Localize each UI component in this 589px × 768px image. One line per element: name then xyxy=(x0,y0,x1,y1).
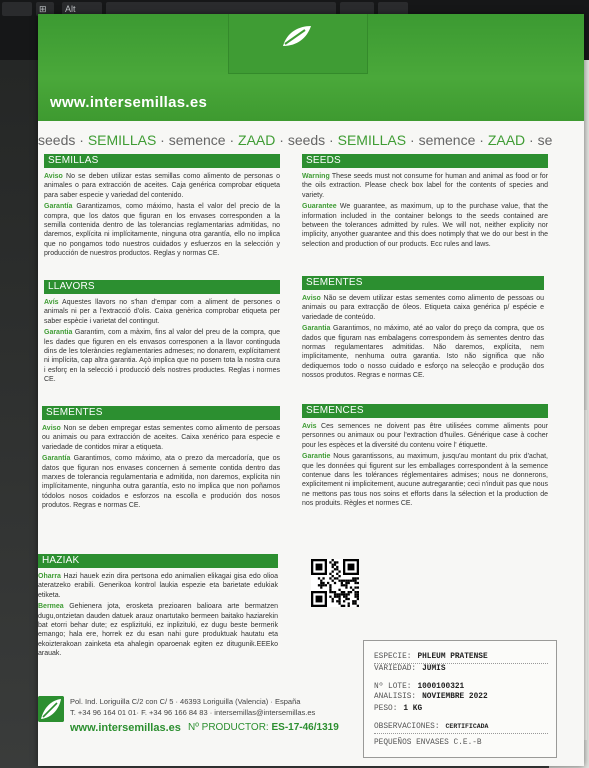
tagline-word: seeds xyxy=(287,132,326,148)
website-url: www.intersemillas.es xyxy=(50,94,208,111)
section-title: SEMENTES xyxy=(42,406,280,420)
keyword: Oharra xyxy=(38,573,61,580)
label-key: VARIEDAD: xyxy=(374,665,417,673)
section-llavors xyxy=(44,280,280,385)
tagline-word: semence xyxy=(418,132,476,148)
section-title: HAZIAK xyxy=(38,554,278,568)
label-row xyxy=(374,739,482,747)
producer-value: ES-17-46/1319 xyxy=(271,722,339,733)
section-sementes-pt xyxy=(302,276,544,381)
label-row xyxy=(374,653,488,661)
footer-url: www.intersemillas.es xyxy=(70,722,181,734)
paragraph: Non se deben empregar estas sementes como alimento de persoas ou animais ou para extracción de aceites. Caixa xenérico para especie e variedade de contidos mirar a etiqueta. xyxy=(42,425,280,451)
label-value: CERTIFICADA xyxy=(445,723,489,730)
divider xyxy=(374,663,548,664)
tagline-word: ZAAD xyxy=(238,132,276,148)
keyword: Aviso xyxy=(302,295,321,302)
keyword: Avís xyxy=(44,299,59,306)
label-row xyxy=(374,723,488,731)
paragraph: These seeds must not consume for human and animal as food or for the oils extraction. Please check box label for the contents of species and variety. xyxy=(302,173,548,199)
keyword: Bermea xyxy=(38,603,64,611)
keyword: Warning xyxy=(302,173,330,180)
keyword: Garantía xyxy=(42,455,71,463)
paragraph: Ces semences ne doivent pas être utilisées comme aliments pour personnes ou animaux ou pour l'extraction d'huiles. Générique case à cocher pour les espèces et la diversité du contenu voire l' étiquette. xyxy=(302,423,548,449)
footer xyxy=(38,690,368,756)
tagline-word: ZAAD xyxy=(487,132,526,148)
section-title: SEEDS xyxy=(302,154,548,168)
tagline-separator: · xyxy=(156,132,169,148)
label-row xyxy=(374,705,422,713)
seed-box-back xyxy=(38,14,584,766)
label-key: OBSERVACIONES: xyxy=(374,723,440,731)
address-line: Pol. Ind. Loriguilla C/2 con C/ 5 · 46393 Loriguilla (Valencia) · España xyxy=(70,697,301,706)
keyword: Avis xyxy=(302,423,317,430)
paragraph: Gehienera jota, erosketa prezioaren balioara arte bermatzen dugu,ontzietan dauden datuek arauz onartutako bermeen baitako haziarekin bat etorri behar dute; ez esplizituki, ez inplizituki, ez dugu beste bermerik emango; hala ere, horrek ez du esan nahi gure produktuak hautatu eta ekoizterakoan zainketa eta ahalegin oparoenak egiten ez ditugunik.EEEko arauak. xyxy=(38,603,278,658)
contact-line: T. +34 96 164 01 01· F. +34 96 166 84 83 · intersemillas@intersemillas.es xyxy=(70,708,316,717)
section-semillas xyxy=(44,154,280,259)
tagline-separator: · xyxy=(275,132,288,148)
section-title: SEMENTES xyxy=(302,276,544,290)
tagline-separator: · xyxy=(406,132,419,148)
label-row xyxy=(374,683,464,691)
section-title: LLAVORS xyxy=(44,280,280,294)
box-flap xyxy=(228,14,368,74)
divider xyxy=(374,733,548,734)
tagline-separator: · xyxy=(325,132,338,148)
section-seeds xyxy=(302,154,548,249)
section-semences xyxy=(302,404,548,509)
label-key: ANALISIS: xyxy=(374,693,417,701)
keyword: Garantia xyxy=(302,325,331,333)
label-key: ESPECIE: xyxy=(374,653,412,661)
paragraph: Não se devem utilizar estas sementes como alimento de pessoas ou animais ou para extracção de óleos. Etiqueta caixa genérica p/ espécie e variedade de conteúdo. xyxy=(302,295,544,321)
label-value: 1000100321 xyxy=(417,683,465,691)
tagline xyxy=(38,132,584,148)
product-label xyxy=(363,640,557,758)
label-key: PEQUEÑOS ENVASES C.E.-B xyxy=(374,739,482,747)
section-title: SEMENCES xyxy=(302,404,548,418)
paragraph: Nous garantissons, au maximum, jusqu'au montant du prix d'achat, que les données qui figurent sur les emballages correspondent à la semence contenue dans les tolérances réglementaires admises; nous ne donnerons, explicitement ni implicitement, aucune autregarantie; ceci n'induit pas que nous ne mettons pas tous nos soins et efforts dans la sélection et la production de nos produits. Règles et normes CE. xyxy=(302,453,548,508)
tagline-word: semence xyxy=(168,132,226,148)
section-haziak xyxy=(38,554,278,659)
leaf-logo-icon xyxy=(38,696,64,722)
tagline-word: SEMILLAS xyxy=(87,132,157,148)
keyword: Garantia xyxy=(44,329,73,337)
section-sementes-gl xyxy=(42,406,280,511)
label-value: JUMIS xyxy=(422,665,446,673)
tagline-separator: · xyxy=(225,132,239,148)
tagline-word: seeds xyxy=(38,132,76,148)
label-row xyxy=(374,693,488,701)
label-value: NOVIEMBRE 2022 xyxy=(422,693,488,701)
tagline-word: se xyxy=(537,132,553,148)
label-value: 1 KG xyxy=(403,705,423,713)
paragraph: Garantimos, no máximo, até ao valor do preço da compra, que os dados que figuram nas embalagens correspondem às sementes dentro das normas regulamentares admitidas. Não daremos, explícita, nem implicitamente, nenhuma outra garantia. Isto não significa que não dediquemos todo o nosso cuidado e esforço na selecção e produção dos nossos produtos. Regras e normas CE. xyxy=(302,325,544,380)
producer-label: Nº PRODUCTOR: xyxy=(188,722,269,733)
label-value: PHLEUM PRATENSE xyxy=(417,653,488,661)
windows-key: ⊞ xyxy=(36,2,54,16)
tagline-separator: · xyxy=(75,132,88,148)
alt-key: Alt xyxy=(62,2,102,16)
keyword: Aviso xyxy=(44,173,63,180)
paragraph: Garantizamos, como máximo, hasta el valor del precio de la compra, que los datos que figuran en los envases corresponden a la semilla contenida dentro de las tolerancias reglamentarias admitidas, no daremos, explícita ni implícitamente, ninguna otra garantía, ello no implica que no pongamos todo nuestros cuidados y esfuerzos en la selección y producción de nuestros productos. Reglas y normas CE. xyxy=(44,203,280,258)
keyword: Garantie xyxy=(302,453,331,461)
tagline-separator: · xyxy=(475,132,488,148)
label-key: PESO: xyxy=(374,705,398,713)
label-key: Nº LOTE: xyxy=(374,683,412,691)
paragraph: No se deben utilizar estas semillas como alimento de personas o animales o para extracción de aceites. Caja genérica comprobar etiqueta para saber especie y variedad del contenido. xyxy=(44,173,280,199)
paragraph: Garantim, com a màxim, fins al valor del preu de la compra, que les dades que figuren en els envasos corresponen a la llavor continguda dins de les toleràncies reglamentaries admeses; no donarem, explícitament ni implícita, cap altra garantia. Açò implica que no posem tota la nostra cura i esforç en la selecció i producció dels nostres productes. Reglas i normes CE. xyxy=(44,329,280,384)
keyword: Aviso xyxy=(42,425,61,432)
section-title: SEMILLAS xyxy=(44,154,280,168)
producer-number xyxy=(188,722,339,733)
tagline-separator: · xyxy=(525,132,538,148)
address xyxy=(70,696,315,718)
tagline-word: SEMILLAS xyxy=(337,132,407,148)
keyword: Garantía xyxy=(44,203,73,211)
qr-code-icon xyxy=(311,559,359,607)
paragraph: We guarantee, as maximum, up to the purchase value, that the information included in the container belongs to the seeds contained are between the tolerances admitted by rules. We will not, neither explicity nor implicity, anyother guarantee and this does notimply that we do our best in the selection and production of our products. Ecc rules and laws. xyxy=(302,203,548,248)
paragraph: Garantimos, como máximo, ata o prezo da mercadoría, que os datos que figuran nos envases concernen á semente contida dentro das marxes de tolerancia regulamentaria e admitida, non daremos, explícita nin implícitamente, ningunha outra garantía, esto no implica que non poñamos tódolos nosos coidados e esforzos na escolla e produción dos nosos produtos. Regras e normas CE. xyxy=(42,455,280,510)
label-row xyxy=(374,665,446,673)
paragraph: Hazi hauek ezin dira pertsona edo animalien elikagai gisa edo olioa ateratzeko erabili. Generikoa kontrol laukia espezie eta barietate edukiak etiketa. xyxy=(38,573,279,599)
key xyxy=(2,2,32,16)
paragraph: Aquestes llavors no s'han d'empar com a aliment de persones o animals ni per a l'extracció d'olis. Caixa genèrica comprobar etiqueta per saber espècie i varietat del contingut. xyxy=(44,299,280,325)
leaf-logo-icon xyxy=(281,24,313,48)
keyword: Guarantee xyxy=(302,203,337,211)
